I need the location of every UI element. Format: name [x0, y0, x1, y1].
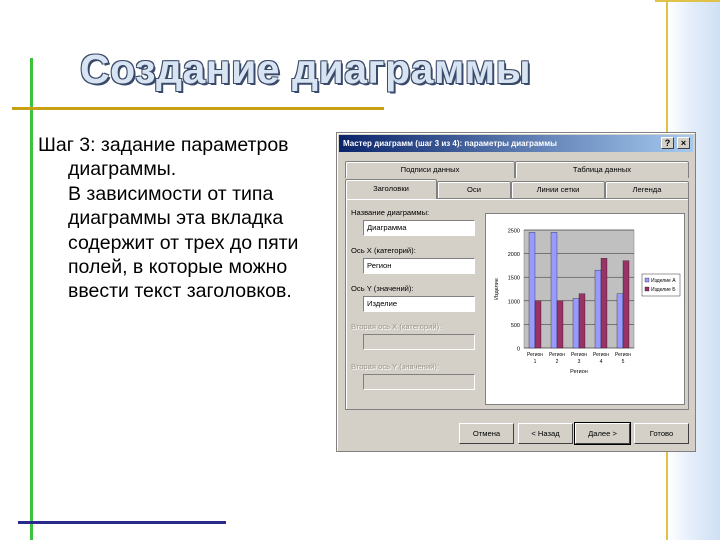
y-axis-title-label: Ось Y (значений):: [351, 284, 414, 293]
chart-title-input[interactable]: Диаграмма: [363, 220, 475, 236]
secondary-x-axis-input[interactable]: [363, 334, 475, 350]
x-tick-label: Регион: [526, 352, 544, 358]
secondary-y-axis-label: Вторая ось Y (значений):: [351, 362, 439, 371]
next-button[interactable]: Далее >: [575, 423, 630, 444]
bar: [529, 232, 535, 348]
legend-swatch: [645, 278, 649, 282]
tab-legend[interactable]: Легенда: [605, 181, 689, 198]
close-button[interactable]: ×: [677, 137, 690, 149]
x-axis-title-input[interactable]: Регион: [363, 258, 475, 274]
y-tick-label: 500: [510, 322, 520, 329]
bar: [601, 258, 607, 348]
bar: [579, 294, 585, 348]
chart-preview-svg: [486, 214, 684, 404]
x-tick-label: 4: [599, 359, 603, 365]
bar: [595, 270, 601, 348]
legend-swatch: [645, 287, 649, 291]
x-tick-label: 3: [577, 359, 581, 365]
cancel-button[interactable]: Отмена: [459, 423, 514, 444]
bar: [623, 261, 629, 348]
slide-title: Создание диаграммы: [80, 46, 532, 92]
x-tick-label: 5: [621, 359, 625, 365]
bar: [535, 301, 541, 348]
tab-axes[interactable]: Оси: [437, 181, 511, 198]
y-tick-label: 1000: [507, 299, 520, 306]
y-tick-label: 1500: [507, 275, 520, 282]
bar: [573, 298, 579, 348]
tab-titles[interactable]: Заголовки: [345, 179, 437, 199]
tab-data-table[interactable]: Таблица данных: [515, 161, 689, 178]
bar: [557, 301, 563, 348]
x-axis-title: Регион: [570, 369, 588, 375]
x-tick-label: Регион: [592, 352, 610, 358]
y-axis-title: Изделие: [494, 278, 500, 300]
decorative-top-line: [655, 0, 720, 2]
decorative-vertical-line: [30, 58, 33, 540]
dialog-title: Мастер диаграмм (шаг 3 из 4): параметры диаграммы: [343, 139, 557, 148]
secondary-x-axis-label: Вторая ось X (категорий):: [351, 322, 442, 331]
back-button[interactable]: < Назад: [518, 423, 573, 444]
tab-data-labels[interactable]: Подписи данных: [345, 161, 515, 178]
slide-body-text: [38, 133, 328, 304]
y-tick-label: 2000: [507, 252, 520, 259]
body-line-step: Шаг 3: задание параметров диаграммы.: [38, 134, 289, 181]
x-tick-label: Регион: [570, 352, 588, 358]
help-button[interactable]: ?: [661, 137, 674, 149]
finish-button[interactable]: Готово: [634, 423, 689, 444]
y-tick-label: 2500: [507, 228, 520, 235]
legend-label: Изделие Б: [651, 287, 676, 293]
secondary-y-axis-input[interactable]: [363, 374, 475, 390]
x-tick-label: 2: [555, 359, 559, 365]
legend-label: Изделие А: [651, 278, 676, 284]
bar: [551, 232, 557, 348]
body-line-description: В зависимости от типа диаграммы эта вкладка содержит от трех до пяти полей, в которые можно ввести текст заголовков.: [68, 182, 299, 303]
decorative-bottom-line: [18, 521, 226, 524]
x-tick-label: Регион: [614, 352, 632, 358]
x-tick-label: 1: [533, 359, 537, 365]
y-tick-label: 0: [516, 346, 520, 353]
tab-gridlines[interactable]: Линии сетки: [511, 181, 605, 198]
decorative-title-underline: [12, 107, 384, 110]
chart-title-label: Название диаграммы:: [351, 208, 430, 217]
bar: [617, 294, 623, 348]
chart-preview: [485, 213, 685, 405]
y-axis-title-input[interactable]: Изделие: [363, 296, 475, 312]
x-tick-label: Регион: [548, 352, 566, 358]
x-axis-title-label: Ось X (категорий):: [351, 246, 416, 255]
chart-wizard-dialog: [336, 132, 696, 452]
